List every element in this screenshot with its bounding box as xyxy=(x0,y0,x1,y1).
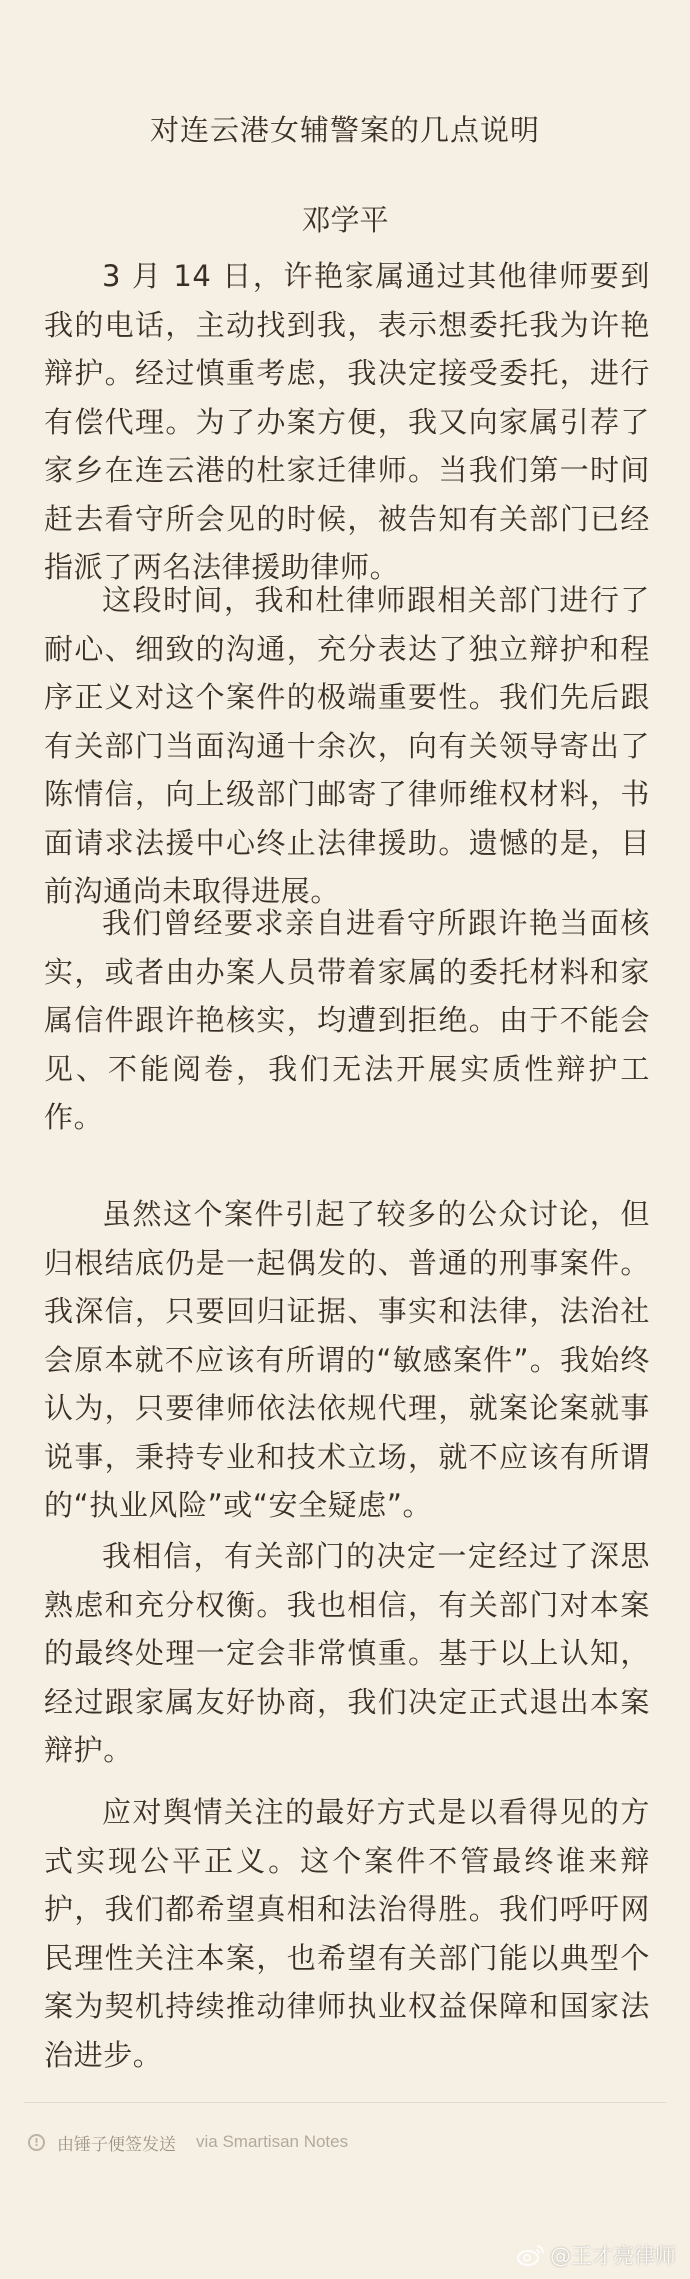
weibo-logo-icon xyxy=(516,2243,546,2267)
paragraph: 虽然这个案件引起了较多的公众讨论，但归根结底仍是一起偶发的、普通的刑事案件。我深信，只要回归证据、事实和法律，法治社会原本就不应该有所谓的“敏感案件”。我始终认为，只要律师依法依规代理，就案论案就事说事，秉持专业和技术立场，就不应该有所谓的“执业风险”或“安全疑虑”。 xyxy=(44,1197,650,1522)
document-title: 对连云港女辅警案的几点说明 xyxy=(149,113,540,147)
via-label: via Smartisan Notes xyxy=(196,2132,349,2151)
note-footer xyxy=(28,2127,348,2157)
watermark-text: @王才亮律师 xyxy=(550,2244,676,2268)
paragraph: 3 月 14 日，许艳家属通过其他律师要到我的电话，主动找到我，表示想委托我为许艳辩护。经过慎重考虑，我决定接受委托，进行有偿代理。为了办案方便，我又向家属引荐了家乡在连云港的杜家迁律师。当我们第一时间赶去看守所会见的时候，被告知有关部门已经指派了两名法律援助律师。 xyxy=(44,259,650,584)
paragraph: 这段时间，我和杜律师跟相关部门进行了耐心、细致的沟通，充分表达了独立辩护和程序正义对这个案件的极端重要性。我们先后跟有关部门当面沟通十余次，向有关领导寄出了陈情信，向上级部门邮寄了律师维权材料，书面请求法援中心终止法律援助。遗憾的是，目前沟通尚未取得进展。 xyxy=(44,583,650,908)
exclamation-icon: ! xyxy=(28,2134,45,2151)
weibo-watermark xyxy=(516,2240,676,2270)
document-author: 邓学平 xyxy=(301,203,389,237)
footer-divider xyxy=(24,2102,666,2103)
paragraph: 应对舆情关注的最好方式是以看得见的方式实现公平正义。这个案件不管最终谁来辩护，我们都希望真相和法治得胜。我们呼吁网民理性关注本案，也希望有关部门能以典型个案为契机持续推动律师执业权益保障和国家法治进步。 xyxy=(44,1795,650,2072)
paragraph: 我相信，有关部门的决定一定经过了深思熟虑和充分权衡。我也相信，有关部门对本案的最终处理一定会非常慎重。基于以上认知，经过跟家属友好协商，我们决定正式退出本案辩护。 xyxy=(44,1539,650,1767)
paragraph: 我们曾经要求亲自进看守所跟许艳当面核实，或者由办案人员带着家属的委托材料和家属信件跟许艳核实，均遭到拒绝。由于不能会见、不能阅卷，我们无法开展实质性辩护工作。 xyxy=(44,906,650,1134)
note-source-label: 由锤子便签发送 xyxy=(57,2134,176,2155)
